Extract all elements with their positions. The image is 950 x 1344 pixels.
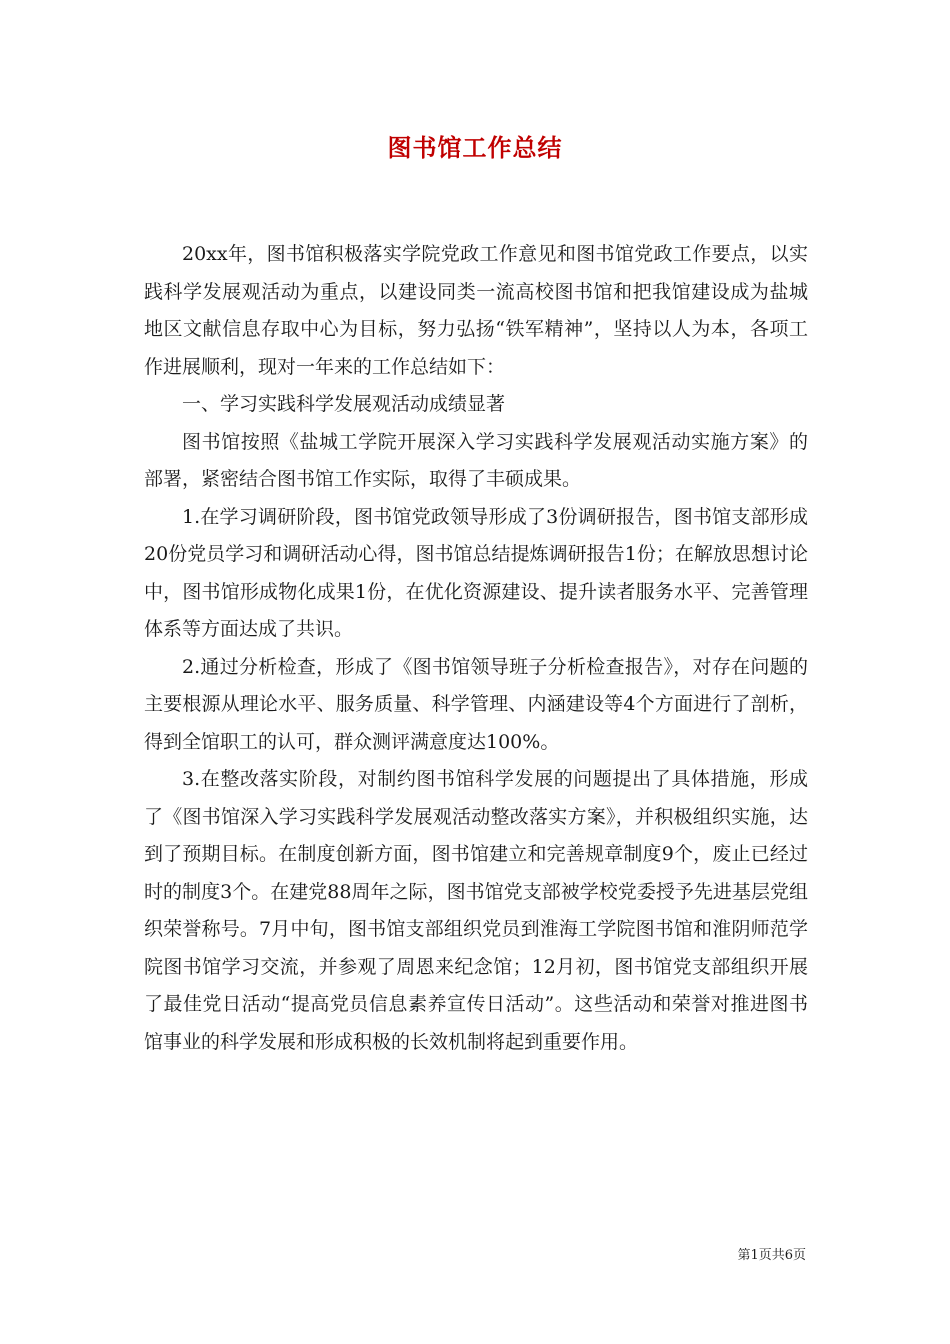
item-paragraph-3: 3.在整改落实阶段，对制约图书馆科学发展的问题提出了具体措施，形成了《图书馆深入学习实践科学发展观活动整改落实方案》，并积极组织实施，达到了预期目标。在制度创新方面，图书馆建立和完善规章制度9个，废止已经过时的制度3个。在建党88周年之际，图书馆党支部被学校党委授予先进基层党组织荣誉称号。7月中旬，图书馆支部组织党员到淮海工学院图书馆和淮阴师范学院图书馆学习交流，并参观了周恩来纪念馆；12月初，图书馆党支部组织开展了最佳党日活动“提高党员信息素养宣传日活动”。这些活动和荣誉对推进图书馆事业的科学发展和形成积极的长效机制将起到重要作用。: [144, 768, 808, 1053]
page-title: 图书馆工作总结: [387, 133, 563, 162]
item-paragraph-1: 1.在学习调研阶段，图书馆党政领导形成了3份调研报告，图书馆支部形成20份党员学习和调研活动心得，图书馆总结提炼调研报告1份；在解放思想讨论中，图书馆形成物化成果1份，在优化资源建设、提升读者服务水平、完善管理体系等方面达成了共识。: [144, 505, 808, 640]
page-number-footer: 第1页共6页: [737, 1248, 806, 1263]
intro-paragraph: 20xx年，图书馆积极落实学院党政工作意见和图书馆党政工作要点，以实践科学发展观活动为重点，以建设同类一流高校图书馆和把我馆建设成为盐城地区文献信息存取中心为目标，努力弘扬“铁军精神”，坚持以人为本，各项工作进展顺利，现对一年来的工作总结如下：: [144, 243, 808, 378]
section-heading: 一、学习实践科学发展观活动成绩显著: [182, 393, 506, 415]
item-paragraph-2: 2.通过分析检查，形成了《图书馆领导班子分析检查报告》，对存在问题的主要根源从理论水平、服务质量、科学管理、内涵建设等4个方面进行了剖析，得到全馆职工的认可，群众测评满意度达100%。: [144, 655, 808, 753]
document-body: [144, 236, 808, 1061]
section-paragraph: 图书馆按照《盐城工学院开展深入学习实践科学发展观活动实施方案》的部署，紧密结合图书馆工作实际，取得了丰硕成果。: [144, 430, 808, 490]
